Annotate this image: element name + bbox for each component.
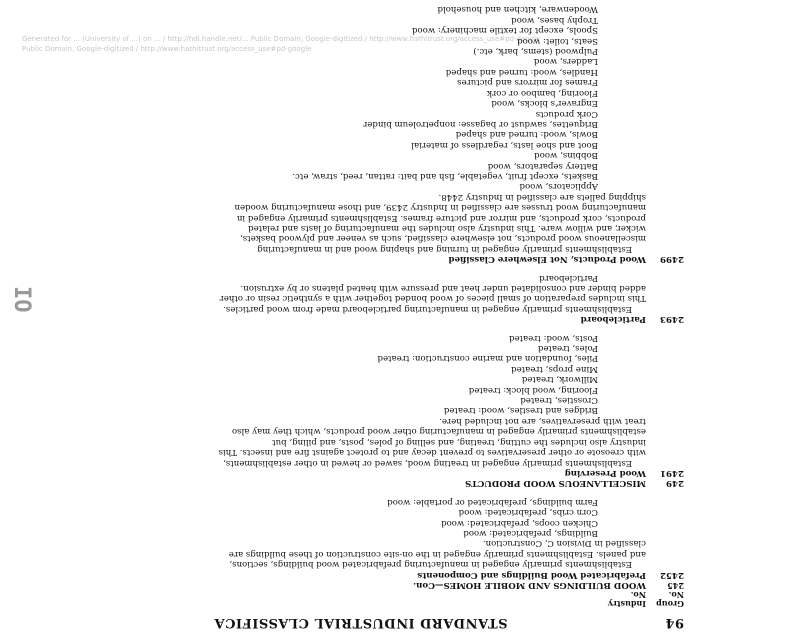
list-item: Bobbins, wood — [534, 150, 598, 161]
industry-title: Wood Preserving — [564, 467, 646, 478]
list-item: Ladders, wood — [533, 56, 598, 67]
list-item: Flooring, bamboo or cork — [486, 87, 598, 98]
list-item: Engraver's blocks, wood — [491, 98, 598, 109]
list-item: Piles, foundation and marine construction: treated — [377, 353, 598, 364]
group-title: MISCELLANEOUS WOOD PRODUCTS — [464, 478, 646, 489]
list-item: Cork products — [535, 108, 598, 119]
industry-description: Establishments primarily engaged in manufacturing prefabricated wood buildings, sections, and panels. Establishments primarily engaged in the on-site construction of these buildings are classified in Division C, Construction. — [228, 538, 646, 570]
list-item: Bowls, wood: turned and shaped — [455, 129, 598, 140]
list-item: Trophy bases, wood — [511, 14, 598, 25]
industry-items — [216, 4, 646, 191]
list-item: Buildings, prefabricated: wood — [463, 527, 598, 538]
industry-code: 2452 — [660, 569, 684, 580]
industry-label: Industry — [607, 599, 646, 609]
industry-code: 2499 — [660, 254, 684, 265]
industry-code: 2493 — [660, 314, 684, 325]
industry-description: Establishments primarily engaged in treating wood, sawed or hewed in other establishments, with creosote or other preservatives to prevent decay and to protect against fire and insects. This industry also includes the cutting, treating, and selling of poles, posts, and piling, but establishments primarily engaged in manufacturing other wood products, which they may also treat with preservatives, are not included here. — [218, 415, 646, 468]
industry-title: Particleboard — [580, 314, 646, 325]
section-2499 — [216, 4, 684, 264]
list-item: Farm buildings, prefabricated or portable: wood — [387, 496, 598, 507]
list-item: Posts, wood: treated — [509, 332, 598, 343]
margin-fragment: IO — [9, 286, 34, 313]
watermark-line-1: Generated for ... (University of ...) on ... / http://hdl.handle.net/... Public Domain, Google-digitized / http://www.hathitrust.org/access_use#pd-google — [22, 35, 541, 43]
page-header — [214, 615, 684, 630]
running-head: STANDARD INDUSTRIAL CLASSIFICA — [214, 615, 508, 630]
industry-headings — [608, 590, 646, 608]
list-item: Frames for mirrors and pictures — [457, 77, 598, 88]
industry-code: 2491 — [660, 467, 684, 478]
group-code: 249 — [666, 478, 684, 489]
list-item: Seats, toilet: wood — [517, 35, 598, 46]
group-label: Group — [656, 599, 684, 609]
list-item: Boot and shoe lasts, regardless of material — [411, 139, 598, 150]
industry-items — [216, 332, 646, 415]
list-item: Briquettes, sawdust or bagasse: nonpetroleum binder — [363, 118, 598, 129]
industry-title: Wood Products, Not Elsewhere Classified — [448, 254, 646, 265]
list-item: Chicken coops, prefabricated: wood — [441, 517, 598, 528]
list-item: Applicators, wood — [519, 181, 598, 192]
page-number: 94 — [664, 615, 684, 630]
industry-description: Establishments primarily engaged in turning and shaping wood and in manufacturing miscellaneous wood products, not elsewhere classified, such as veneer and plywood baskets, wicker, and willow ware. This industry also includes the manufacturing of lasts and related products, cork products, and mirror and picture frames. Establishments primarily engaged in manufacturing wood trusses are classified in Industry 2439, and those manufacturing wooden shipping pallets are classified in Industry 2448. — [234, 191, 646, 254]
industry-description: Establishments primarily engaged in manufacturing particleboard made from wood particles. This includes preparation of small pieces of wood bonded together with a synthetic resin or other added binder and consolidated under heat and pressure with heated platens or by extrusion. — [219, 283, 646, 314]
list-item: Crossties, treated — [520, 395, 598, 406]
list-item: Millwork, treated — [521, 374, 598, 385]
section-249 — [216, 478, 684, 488]
list-item: Baskets, except fruit, vegetable, fish and bait: rattan, reed, straw, etc. — [292, 170, 598, 181]
industry-title: Prefabricated Wood Buildings and Components — [417, 569, 646, 580]
list-item: Particleboard — [539, 272, 598, 283]
section-245 — [216, 580, 684, 590]
list-item: Flooring, wood block: treated — [468, 384, 598, 395]
section-2491 — [216, 332, 684, 478]
list-item: Spools, except for textile machinery: wood — [411, 25, 598, 36]
watermark-line-2: Public Domain, Google-digitized / http://www.hathitrust.org/access_use#pd-google — [22, 45, 312, 53]
list-item: Woodenware, kitchen and household — [437, 4, 598, 15]
industry-no-label: No. — [630, 590, 646, 600]
list-item: Poles, treated — [537, 343, 598, 354]
list-item: Handles, wood: turned and shaped — [445, 66, 598, 77]
industry-items — [216, 496, 646, 538]
group-number: 245 — [667, 581, 684, 591]
industry-items — [216, 272, 646, 282]
list-item: Battery separators, wood — [487, 160, 598, 171]
section-2452 — [216, 496, 684, 579]
section-245-title: WOOD BUILDINGS AND MOBILE HOMES—Con. — [413, 580, 646, 590]
section-2493 — [216, 272, 684, 324]
list-item: Pulpwood (stems, bark, etc.) — [473, 46, 598, 57]
group-no-label: No. — [668, 590, 684, 600]
list-item: Bridges and trestles, wood: treated — [443, 405, 598, 416]
page-body — [216, 4, 684, 590]
list-item: Corn cribs, prefabricated: wood — [458, 507, 598, 518]
list-item: Mine props, treated — [511, 363, 598, 374]
